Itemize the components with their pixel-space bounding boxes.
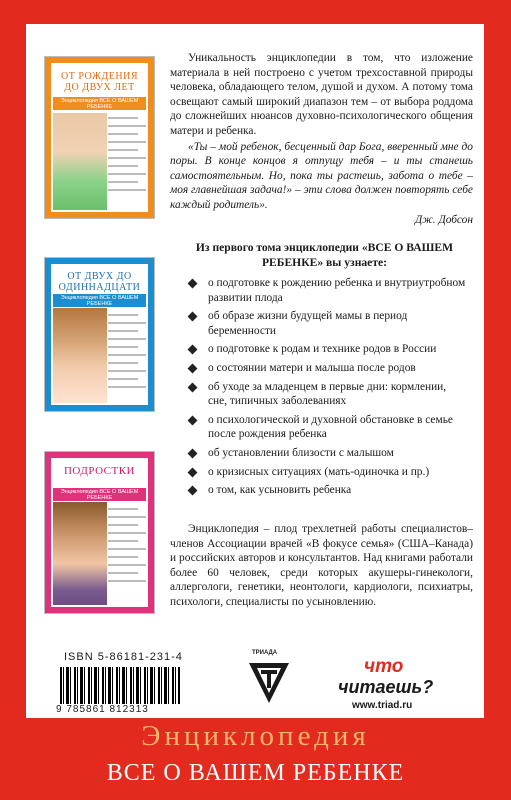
diamond-bullet-icon [188, 415, 198, 425]
teen-photo [53, 502, 107, 605]
list-item-text: об установлении близости с малышом [208, 446, 394, 459]
quote-author: Дж. Добсон [414, 213, 473, 226]
list-item [186, 446, 466, 461]
intro-paragraph: Уникальность энциклопедии в том, что изложение материала в ней построено с учетом трехсоставной природы человека, обладающего телом, душой и духом. А потому тома освещают самый широкий диапазон тем – от выбора роддома до сложнейших нюансов духовно-психологического общения матери и ребенка. [170, 52, 473, 137]
series-title: ВСЕ О ВАШЕМ РЕБЕНКЕ [106, 760, 405, 786]
list-item [186, 342, 466, 357]
logo-line-2: читаешь? [338, 677, 434, 697]
contents-lines [108, 310, 146, 401]
section-heading: Из первого тома энциклопедии «ВСЕ О ВАШЕМ РЕБЕНКЕ» вы узнаете: [195, 241, 454, 269]
intro-text [170, 51, 473, 227]
list-item [186, 413, 466, 442]
topics-list [186, 276, 466, 502]
list-item-text: о подготовке к родам и технике родов в России [208, 343, 437, 356]
diamond-bullet-icon [188, 364, 198, 374]
list-item-text: об уходе за младенцем в первые дни: кормлении, сне, типичных заболеваниях [208, 380, 447, 408]
contents-lines [108, 504, 146, 603]
child-photo [53, 308, 107, 403]
baby-photo [53, 113, 107, 210]
diamond-bullet-icon [188, 486, 198, 496]
list-item [186, 465, 466, 480]
book-series: Энциклопедия ВСЕ О ВАШЕМ РЕБЕНКЕ [53, 97, 146, 110]
diamond-bullet-icon [188, 448, 198, 458]
diamond-bullet-icon [188, 345, 198, 355]
what-reading-logo [338, 656, 433, 698]
logo-line-1: что [364, 656, 404, 677]
book-cover-thumbnail [44, 56, 155, 219]
book-title: ПОДРОСТКИ [63, 465, 135, 477]
list-item [186, 309, 466, 338]
list-item [186, 483, 466, 498]
diamond-bullet-icon [188, 312, 198, 322]
list-item-text: об образе жизни будущей мамы в период беременности [208, 310, 408, 337]
list-item-text: о состоянии матери и малыша после родов [208, 361, 416, 374]
list-item-text: о том, как усыновить ребенка [208, 484, 352, 497]
list-item-text: о кризисных ситуациях (мать-одиночка и пр.) [208, 465, 430, 478]
book-series: Энциклопедия ВСЕ О ВАШЕМ РЕБЕНКЕ [53, 294, 146, 307]
book-cover-thumbnail [44, 257, 155, 412]
diamond-bullet-icon [188, 382, 198, 392]
list-item [186, 380, 466, 409]
list-item-text: о психологической и духовной обстановке в семье после рождения ребенка [208, 413, 453, 441]
encyclopedia-title: Энциклопедия [141, 720, 370, 752]
outro-paragraph: Энциклопедия – плод трехлетней работы специалистов–членов Ассоциации врачей «В фокусе семья» (США–Канада) и российских авторов и консультантов. Над книгами работали более 60 человек, среди которых акушеры-гинекологи, аллергологи, генетики, неонтологи, кардиологи, психиатры, психологи, специалисты по усыновлению. [170, 523, 473, 608]
website-link[interactable]: www.triad.ru [352, 700, 413, 711]
dobson-quote: «Ты – мой ребенок, бесценный дар Бога, вверенный мне до поры. В конце концов я отпущу тебя – и ты станешь самостоятельным. Но, пока ты растешь, забота о тебе – моя главнейшая задача!» – эти слова должен повторять себе каждый родитель». [170, 140, 473, 211]
diamond-bullet-icon [188, 467, 198, 477]
isbn-label: ISBN 5-86181-231-4 [64, 651, 183, 663]
list-item [186, 276, 466, 305]
list-item [186, 361, 466, 376]
publisher-name: ТРИАДА [252, 650, 278, 656]
list-item-text: о подготовке к рождению ребенка и внутриутробном развитии плода [208, 277, 466, 304]
book-series: Энциклопедия ВСЕ О ВАШЕМ РЕБЕНКЕ [53, 488, 146, 501]
barcode [60, 667, 180, 705]
book-title: ОТ РОЖДЕНИЯ ДО ДВУХ ЛЕТ [61, 71, 138, 93]
book-cover-thumbnail [44, 451, 155, 614]
contents-lines [108, 113, 146, 208]
barcode-number: 9 785861 812313 [56, 704, 186, 715]
outro-text [170, 522, 473, 610]
book-title: ОТ ДВУХ ДО ОДИННАДЦАТИ [58, 271, 141, 293]
triad-logo-icon [243, 655, 295, 707]
diamond-bullet-icon [188, 279, 198, 289]
